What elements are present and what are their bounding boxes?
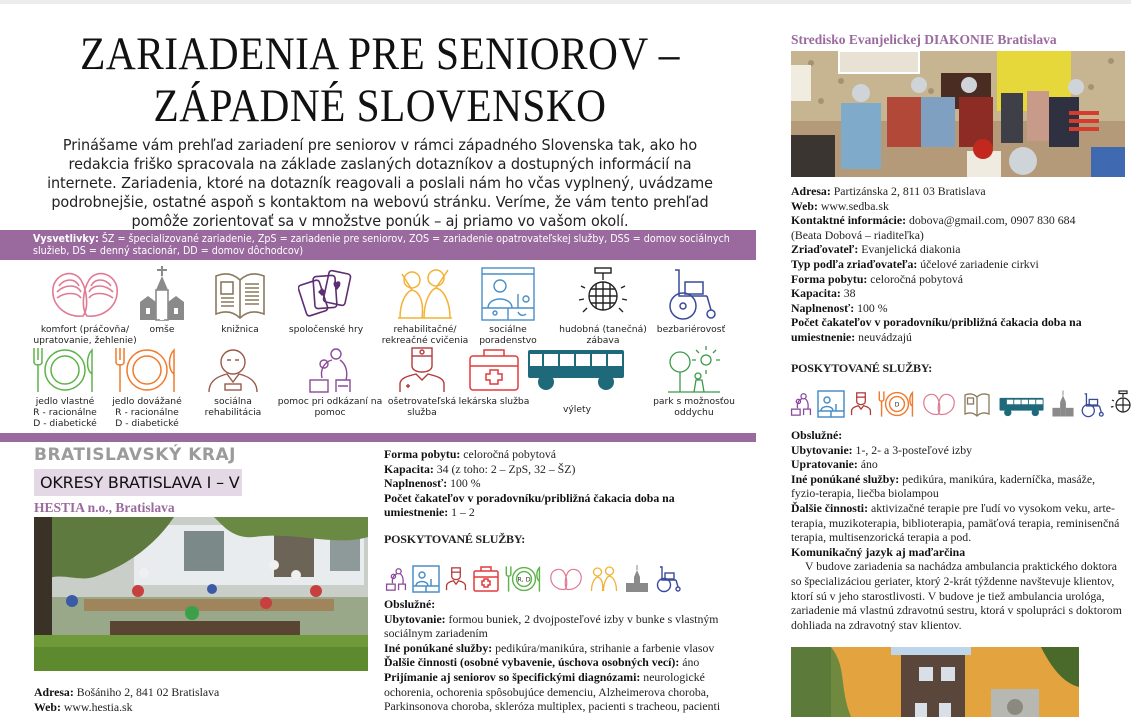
disco-ball-icon bbox=[575, 266, 631, 322]
exercise-icon bbox=[588, 565, 620, 593]
facility-photo-hestia bbox=[34, 517, 368, 671]
social-counseling-icon bbox=[817, 390, 845, 418]
wheelchair-icon bbox=[663, 266, 719, 322]
accommodation-row: Ubytovanie: formou buniek, 2 dvojposteľové izby v bunke s vlastným sociálnym zariadením bbox=[384, 611, 719, 641]
legend-item-meal-own bbox=[30, 346, 100, 429]
facility-services-diakonia bbox=[791, 428, 1125, 632]
legend-item-mass bbox=[122, 266, 202, 335]
disco-ball-icon bbox=[1109, 390, 1131, 418]
legend-item-library bbox=[192, 266, 288, 335]
intro-paragraph: Prinášame vám prehľad zariadení pre seniorov v rámci západného Slovenska tak, ako ho redakcia friško spracovala na základe zaslaných dotazníkov a dostupných informácií na internete. Zariadenia, ktoré na dotazník reagovali a poslali nám ho včas vyplnený, uvádzame podrobnejšie, ostatné aspoň s kontaktom na webovú stránku. Veríme, že vám tento prehľad pomôže zorientovať sa v množstve ponúk – aj priamo vo vašom okolí. bbox=[47, 136, 713, 230]
social-counseling-icon bbox=[480, 266, 536, 322]
legend-item-board-games bbox=[278, 266, 374, 335]
address-row: Adresa: Bošániho 2, 841 02 Bratislava bbox=[34, 685, 220, 699]
wheelchair-icon bbox=[1079, 392, 1105, 418]
legend-label-music-entertainment: hudobná (tanečná) zábava bbox=[559, 324, 647, 346]
capacity-row: Kapacita: 38 bbox=[791, 286, 856, 301]
legend-item-social-rehab bbox=[188, 346, 278, 418]
web-link[interactable]: www.sedba.sk bbox=[817, 198, 889, 213]
legend-label-care-assistance: pomoc pri odkázaní na pomoc bbox=[277, 396, 383, 418]
web-row: Web: www.hestia.sk bbox=[34, 699, 133, 714]
slippers-icon bbox=[47, 266, 123, 322]
care-assistance-icon bbox=[789, 390, 813, 418]
service-icon-legend bbox=[30, 266, 756, 434]
services-icons-diakonia bbox=[789, 388, 1131, 418]
facility-details-hestia bbox=[384, 447, 739, 547]
services-heading: POSKYTOVANÉ SLUŽBY: bbox=[384, 531, 526, 546]
legend-item-meal-delivered bbox=[112, 346, 182, 429]
address-row: Adresa: Partizánska 2, 811 03 Bratislava bbox=[791, 184, 986, 198]
legend-text: ŠZ = špecializované zariadenie, ZpS = zariadenie pre seniorov, ZOS = zariadenie opatrovateľskej služby, DSS = domov sociálnych služieb, DS = denný stacionár, DD = domov dôchodcov) bbox=[33, 233, 730, 257]
facility-services-hestia bbox=[384, 597, 739, 714]
care-assistance-icon bbox=[384, 565, 408, 593]
legend-label-meal-own: jedlo vlastné R - racionálne D - diabetické bbox=[33, 396, 97, 429]
web-row: Web: www.sedba.sk bbox=[791, 198, 889, 213]
stay-row: Forma pobytu: celoročná pobytová bbox=[791, 271, 964, 286]
occupancy-row: Naplnenosť: 100 % bbox=[791, 300, 888, 315]
section-divider bbox=[0, 433, 756, 442]
waiting-row: Počet čakateľov v poradovníku/približná čakacia doba na umiestnenie: 1 – 2 bbox=[384, 490, 675, 520]
cleaning-row: Upratovanie: áno bbox=[791, 457, 878, 472]
page-top-edge bbox=[0, 0, 1131, 4]
title-line-2: ZÁPADNÉ SLOVENSKO bbox=[153, 80, 607, 132]
meal-delivered-icon bbox=[112, 346, 182, 394]
legend-label-library: knižnica bbox=[221, 324, 259, 335]
diagnoses-row: Prijímanie aj seniorov so špecifickými diagnózami: neurologické ochorenia, ochorenia spôsobujúce demenciu, Alzheimerova choroba, Parkinsonova choroba, skleróza multiplex, pacienti s tracheou, pacienti bbox=[384, 669, 721, 714]
abbreviation-legend bbox=[0, 230, 756, 260]
description-paragraph: V budove zariadenia sa nachádza ambulancia praktického doktora so špecializáciou geriater, ktorý 2-krát týždenne navštevuje klientov, ktorí sú v jeho starostlivosti. V budove je tiež ambulancia urológa, zariadenie má vlastnú zdravotnú sestru, ktorá v spolupráci s doktorom dohliada na zdravotný stav klientov. bbox=[791, 559, 1122, 632]
care-assistance-icon bbox=[302, 346, 358, 394]
occupancy-row: Naplnenosť: 100 % bbox=[384, 476, 481, 491]
legend-item-barrier-free bbox=[636, 266, 746, 335]
obsl-heading: Obslužné: bbox=[384, 597, 436, 611]
meal-badge: R, D bbox=[517, 576, 531, 584]
nurse-icon bbox=[849, 390, 873, 418]
legend-item-medical bbox=[454, 346, 534, 407]
bus-icon bbox=[997, 396, 1047, 418]
meal-badge: D bbox=[894, 401, 900, 409]
legend-label-social-rehab: sociálna rehabilitácia bbox=[204, 396, 262, 418]
book-icon bbox=[212, 266, 268, 322]
park-icon bbox=[666, 346, 722, 394]
activities-row: Ďalšie činnosti (osobné vybavenie, úschova osobných vecí): áno bbox=[384, 655, 700, 670]
legend-label-park: park s možnosťou oddychu bbox=[653, 396, 735, 418]
language-row: Komunikačný jazyk aj maďarčina bbox=[791, 544, 966, 559]
first-aid-icon bbox=[466, 346, 522, 394]
church-icon bbox=[624, 565, 650, 593]
slippers-icon bbox=[921, 390, 957, 418]
founder-row: Zriaďovateľ: Evanjelická diakonia bbox=[791, 242, 961, 257]
first-aid-icon bbox=[472, 565, 500, 593]
nurse-icon bbox=[394, 346, 450, 394]
legend-item-trips bbox=[524, 346, 630, 415]
book-icon bbox=[961, 390, 993, 418]
web-link[interactable]: www.hestia.sk bbox=[60, 699, 133, 714]
contact-row: Kontaktné informácie: dobova@gmail.com, 0907 830 684 (Beata Dobová – riaditeľka) bbox=[791, 213, 1076, 242]
wheelchair-icon bbox=[654, 565, 682, 593]
services-icons-hestia bbox=[384, 563, 682, 593]
obsl-heading: Obslužné: bbox=[791, 428, 843, 442]
social-counseling-icon bbox=[412, 565, 440, 593]
legend-label-mass: omše bbox=[149, 324, 175, 335]
waiting-row: Počet čakateľov v poradovníku/približná čakacia doba na umiestnenie: neuvádzajú bbox=[791, 315, 1082, 344]
church-icon bbox=[137, 266, 187, 322]
facility-details-diakonia bbox=[791, 184, 1125, 375]
legend-label-medical: lekárska služba bbox=[458, 396, 530, 407]
bus-icon bbox=[524, 346, 630, 394]
legend-label-comfort: komfort (práčovňa/ upratovanie, žehlenie) bbox=[33, 324, 137, 346]
slippers-icon bbox=[548, 565, 584, 593]
other-services-row: Iné ponúkané služby: pedikúra, manikúra, kaderníčka, masáže, fyzio-terapia, liečba biolampou bbox=[791, 471, 1096, 501]
other-services-row: Iné ponúkané služby: pedikúra/manikúra, strihanie a farbenie vlasov bbox=[384, 640, 715, 655]
facility-photo-diakonia bbox=[791, 51, 1125, 177]
contact-info[interactable]: dobova@gmail.com, 0907 830 684 (Beata Dobová – riaditeľka) bbox=[791, 213, 1076, 242]
exercise-icon bbox=[394, 266, 456, 322]
legend-label-board-games: spoločenské hry bbox=[288, 324, 364, 335]
meal-own-icon bbox=[504, 565, 544, 593]
facility-contact-hestia bbox=[34, 685, 368, 714]
playing-cards-icon bbox=[298, 266, 354, 322]
legend-label-social-counseling: sociálne poradenstvo bbox=[479, 324, 537, 346]
meal-delivered-icon bbox=[877, 390, 917, 418]
page-title bbox=[46, 28, 715, 132]
social-rehab-icon bbox=[205, 346, 261, 394]
nurse-icon bbox=[444, 565, 468, 593]
capacity-row: Kapacita: 34 (z toho: 2 – ZpS, 32 – ŠZ) bbox=[384, 461, 576, 476]
legend-item-social-counseling bbox=[460, 266, 556, 346]
title-line-1: ZARIADENIA PRE SENIOROV – bbox=[80, 28, 680, 80]
district-heading: OKRESY BRATISLAVA I – V bbox=[34, 469, 242, 496]
services-heading: POSKYTOVANÉ SLUŽBY: bbox=[791, 360, 933, 375]
legend-item-park bbox=[644, 346, 744, 418]
legend-label: Vysvetlivky: bbox=[33, 233, 99, 245]
legend-label-exercise: rehabilitačné/ rekreačné cvičenia bbox=[381, 324, 469, 346]
legend-label-barrier-free: bezbariérovosť bbox=[656, 324, 726, 335]
facility-name-hestia: HESTIA n.o., Bratislava bbox=[34, 500, 175, 515]
facility-building-photo-diakonia bbox=[791, 647, 1079, 717]
stay-row: Forma pobytu: celoročná pobytová bbox=[384, 447, 557, 461]
activities-row: Ďalšie činnosti: aktivizačné terapie pre ľudí vo vysokom veku, arte-terapia, muzikoterapia, biblioterapia, pamäťová terapia, reminisenčná terapia, multisenzorická terapia a pod. bbox=[791, 500, 1120, 545]
church-icon bbox=[1051, 390, 1075, 418]
legend-label-nursing: ošetrovateľská služba bbox=[387, 396, 457, 418]
legend-label-trips: výlety bbox=[562, 404, 592, 415]
region-heading: BRATISLAVSKÝ KRAJ bbox=[34, 445, 236, 465]
facility-name-diakonia: Stredisko Evanjelickej DIAKONIE Bratislava bbox=[791, 32, 1057, 47]
meal-own-icon bbox=[30, 346, 100, 394]
type-row: Typ podľa zriaďovateľa: účelové zariadenie cirkvi bbox=[791, 256, 1039, 271]
accommodation-row: Ubytovanie: 1-, 2- a 3-posteľové izby bbox=[791, 442, 973, 457]
legend-label-meal-delivered: jedlo dovážané R - racionálne D - diabetické bbox=[112, 396, 182, 429]
